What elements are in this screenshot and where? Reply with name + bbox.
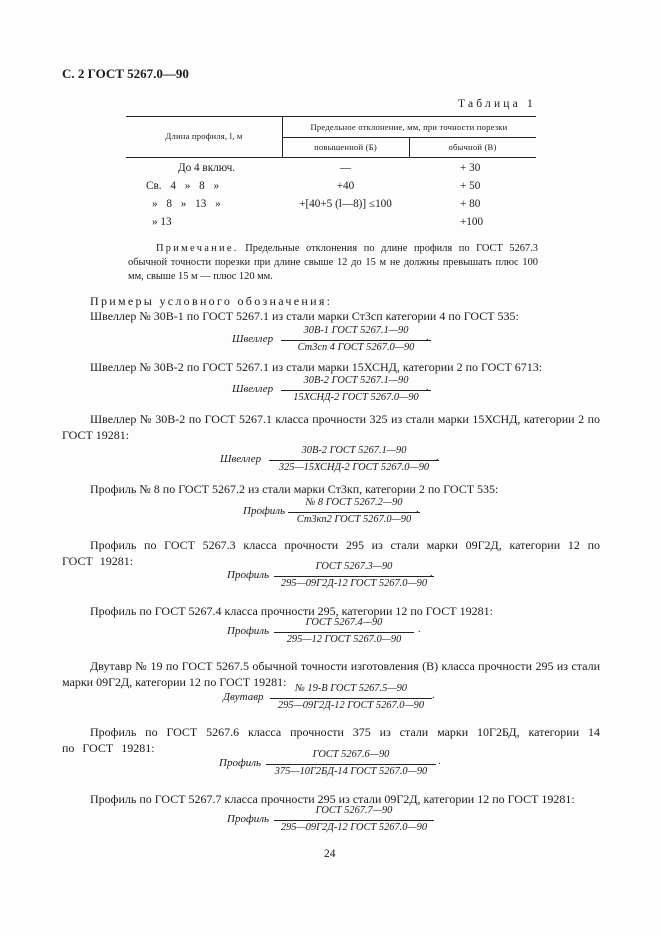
row-normal: + 50	[460, 180, 481, 192]
fraction-bar	[288, 512, 420, 513]
designation-formula	[214, 749, 454, 782]
formula-denominator: 295—12 ГОСТ 5267.0—90	[286, 634, 402, 645]
fraction-bar	[281, 340, 431, 341]
formula-numerator: ГОСТ 5267.7—90	[315, 805, 393, 816]
examples-heading: Примеры условного обозначения:	[90, 294, 333, 308]
page-header: С. 2 ГОСТ 5267.0—90	[62, 66, 189, 81]
row-normal: +100	[460, 216, 484, 228]
formula-denominator: 325—15ХСНД-2 ГОСТ 5267.0—90	[278, 462, 430, 473]
formula-numerator: № 19-В ГОСТ 5267.5—90	[295, 683, 407, 694]
formula-numerator: ГОСТ 5267.6—90	[312, 749, 390, 760]
formula-numerator: ГОСТ 5267.3—90	[315, 561, 393, 572]
row-length: Св. 4 » 8 »	[146, 180, 220, 192]
example-text: Швеллер № 30В-2 по ГОСТ 5267.1 класса прочности 325 из стали марки 15ХСНД, категории 2 по ГОСТ 19281:	[62, 412, 600, 442]
col-header-normal: обычной (В)	[448, 142, 497, 152]
table-caption: Таблица 1	[458, 98, 536, 110]
formula-dot: .	[426, 332, 429, 343]
fraction-bar	[274, 632, 414, 633]
designation-formula	[226, 325, 446, 358]
row-length: » 8 » 13 »	[152, 198, 221, 210]
designation-formula	[214, 445, 454, 478]
table-header-rule	[126, 157, 536, 158]
formula-label: Швеллер	[232, 333, 274, 345]
fraction-bar	[281, 390, 431, 391]
formula-numerator: 30В-1 ГОСТ 5267.1—90	[303, 325, 409, 336]
formula-dot: .	[430, 568, 433, 579]
formula-label: Швеллер	[220, 453, 262, 465]
example-text: Профиль по ГОСТ 5267.6 класса прочности 375 из стали марки 10Г2БД, категории 14 по ГОСТ 19281:	[62, 725, 600, 755]
designation-formula	[222, 561, 452, 594]
formula-dot: .	[436, 452, 439, 463]
example-text: Швеллер № 30В-2 по ГОСТ 5267.1 из стали марки 15ХСНД, категории 2 по ГОСТ 6713:	[90, 360, 543, 374]
designation-formula	[238, 497, 438, 530]
formula-label: Профиль	[243, 505, 286, 517]
row-normal: + 80	[460, 198, 481, 210]
example-text: Профиль № 8 по ГОСТ 5267.2 из стали марки Ст3кп, категории 2 по ГОСТ 535:	[90, 482, 499, 496]
example-text: Двутавр № 19 по ГОСТ 5267.5 обычной точности изготовления (В) класса прочности 295 из стали марки 09Г2Д, категории 12 по ГОСТ 19281:	[62, 659, 600, 689]
note-text: Предельные отклонения по длине профиля по ГОСТ 5267.3 обычной точности порезки при длине свыше 12 до 15 м не должны превышать плюс 100 мм, свыше 15 м — плюс 120 мм.	[128, 243, 538, 282]
designation-formula	[222, 805, 442, 838]
formula-denominator: Ст3кп2 ГОСТ 5267.0—90	[296, 514, 412, 525]
row-length: » 13	[152, 216, 172, 228]
col-header-length: Длина профиля, l, м	[165, 131, 243, 141]
designation-formula	[222, 617, 432, 650]
example-text: Швеллер № 30В-1 по ГОСТ 5267.1 из стали марки Ст3сп категории 4 по ГОСТ 535:	[90, 309, 519, 323]
fraction-bar	[274, 576, 434, 577]
formula-label: Швеллер	[232, 383, 274, 395]
example-text: Профиль по ГОСТ 5267.4 класса прочности 295, категории 12 по ГОСТ 19281:	[90, 604, 493, 618]
table-top-rule	[126, 116, 536, 117]
formula-label: Двутавр	[223, 691, 264, 703]
formula-dot: .	[426, 382, 429, 393]
row-high: +[40+5 (l—8)] ≤100	[299, 198, 392, 210]
formula-numerator: 30В-2 ГОСТ 5267.1—90	[301, 445, 407, 456]
row-normal: + 30	[460, 162, 481, 174]
table-note	[128, 242, 538, 284]
formula-dot: .	[438, 756, 441, 767]
formula-denominator: Ст3сп 4 ГОСТ 5267.0—90	[297, 342, 415, 353]
fraction-bar	[270, 698, 432, 699]
fraction-bar	[274, 820, 434, 821]
note-label: Примечание.	[156, 243, 239, 254]
formula-dot: .	[418, 624, 421, 635]
example-text: Профиль по ГОСТ 5267.7 класса прочности 295 из стали 09Г2Д, категории 12 по ГОСТ 19281:	[90, 792, 575, 806]
designation-formula	[226, 375, 446, 408]
row-high: —	[339, 162, 352, 174]
row-length: До 4 включ.	[178, 162, 236, 174]
formula-numerator: 30В-2 ГОСТ 5267.1—90	[303, 375, 409, 386]
formula-denominator: 15ХСНД-2 ГОСТ 5267.0—90	[293, 392, 419, 403]
designation-formula	[218, 683, 448, 716]
formula-label: Профиль	[219, 757, 262, 769]
formula-denominator: 295—09Г2Д-12 ГОСТ 5267.0—90	[280, 578, 428, 589]
formula-label: Профиль	[227, 569, 270, 581]
col-header-high: повышенной (Б)	[314, 142, 377, 152]
formula-numerator: № 8 ГОСТ 5267.2—90	[305, 497, 403, 508]
col-header-group: Предельное отклонение, мм, при точности порезки	[310, 122, 508, 132]
row-high: +40	[336, 180, 355, 192]
formula-denominator: 375—10Г2БД-14 ГОСТ 5267.0—90	[274, 766, 428, 777]
formula-denominator: 295—09Г2Д-12 ГОСТ 5267.0—90	[277, 700, 425, 711]
formula-numerator: ГОСТ 5267.4—90	[305, 617, 383, 628]
formula-dot: .	[416, 504, 419, 515]
example-text: Профиль по ГОСТ 5267.3 класса прочности 295 из стали марки 09Г2Д, категории 12 по ГОСТ 19281:	[62, 538, 600, 568]
formula-label: Профиль	[227, 625, 270, 637]
formula-denominator: 295—09Г2Д-12 ГОСТ 5267.0—90	[280, 822, 428, 833]
page-number: 24	[324, 848, 336, 860]
formula-label: Профиль	[227, 813, 270, 825]
fraction-bar	[269, 460, 439, 461]
fraction-bar	[266, 764, 436, 765]
formula-dot: .	[432, 690, 435, 701]
